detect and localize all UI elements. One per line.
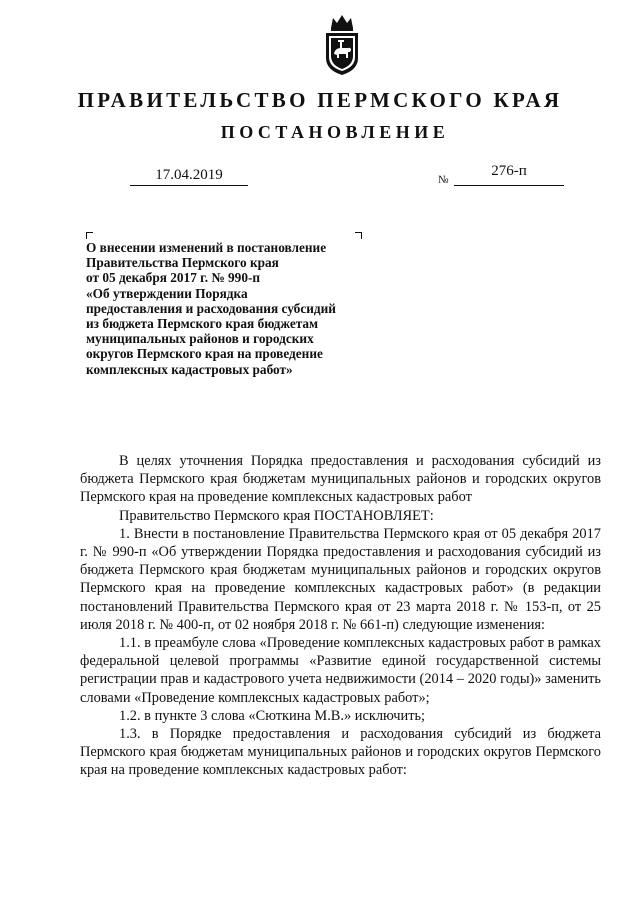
subject-corner-left: [86, 232, 93, 239]
document-type: ПОСТАНОВЛЕНИЕ: [220, 122, 450, 142]
document-subject: [86, 240, 386, 377]
subject-line: из бюджета Пермского края бюджетам: [86, 316, 319, 332]
document-date: 17.04.2019: [155, 167, 223, 183]
subject-line: округов Пермского края на проведение: [86, 346, 323, 362]
body-paragraph: 1. Внести в постановление Правительства Пермского края от 05 декабря 2017 г. № 990-п «Об утверждении Порядка предоставления и расходования субсидий из бюджета Пермского края бюджетам муниципальных районов и городских округов Пермского края на проведение комплексных кадастровых работ» (в редакции постановлений Правительства Пермского края от 23 марта 2018 г. № 153-п, от 25 июля 2018 г. № 400-п, от 02 ноября 2018 г. № 661-п) следующие изменения:: [80, 525, 601, 633]
subject-line: комплексных кадастровых работ»: [86, 361, 293, 377]
body-paragraph: Правительство Пермского края ПОСТАНОВЛЯЕТ:: [119, 507, 434, 524]
subject-line: муниципальных районов и городских: [86, 331, 314, 347]
subject-line: Правительства Пермского края: [86, 255, 279, 271]
subject-line: «Об утверждении Порядка: [86, 285, 248, 301]
body-paragraph: 1.1. в преамбуле слова «Проведение комплексных кадастровых работ в рамках федеральной целевой программы «Развитие единой государственной системы регистрации прав и кадастрового учета недвижимости (2014 – 2020 годы)» заменить словами «Проведение комплексных кадастровых работ»;: [80, 635, 601, 706]
document-number: 276-п: [491, 163, 527, 179]
body-paragraph: В целях уточнения Порядка предоставления и расходования субсидий из бюджета Пермского края бюджетам муниципальных районов и городских округов Пермского края на проведение комплексных кадастровых работ: [80, 453, 601, 506]
subject-line: О внесении изменений в постановление: [86, 240, 327, 255]
coat-of-arms-icon: [321, 14, 363, 76]
organization-title: ПРАВИТЕЛЬСТВО ПЕРМСКОГО КРАЯ: [77, 88, 563, 112]
subject-line: предоставления и расходования субсидий: [86, 300, 336, 316]
body-paragraph: 1.2. в пункте 3 слова «Сюткина М.В.» исключить;: [119, 707, 426, 724]
subject-corner-right: [355, 232, 362, 239]
body-paragraph: 1.3. в Порядке предоставления и расходования субсидий из бюджета Пермского края бюджетам муниципальных районов и городских округов Пермского края на проведение комплексных кадастровых работ:: [80, 726, 601, 779]
document-body: [80, 452, 601, 780]
number-sign: №: [438, 174, 449, 186]
subject-line: от 05 декабря 2017 г. № 990-п: [86, 270, 261, 286]
